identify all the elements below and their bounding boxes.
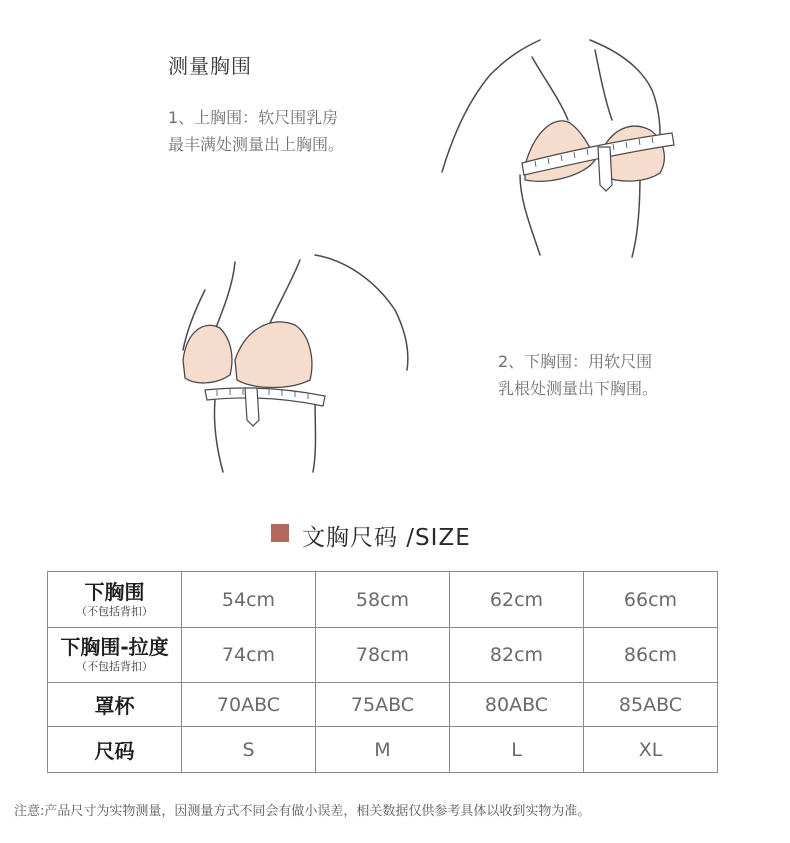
table-row xyxy=(48,683,718,727)
size-section-title: 文胸尺码 /SIZE xyxy=(302,525,471,551)
table-cell: 86cm xyxy=(584,628,718,683)
row-label: 下胸围 xyxy=(84,579,145,604)
table-cell: S xyxy=(182,727,316,773)
table-cell: 62cm xyxy=(450,572,584,628)
under-bust-illustration xyxy=(175,250,415,475)
accent-square-icon xyxy=(271,524,289,542)
step2-line1: 2、下胸围：用软尺围 xyxy=(498,352,653,371)
table-cell: 74cm xyxy=(182,628,316,683)
size-table xyxy=(47,571,718,773)
step1-line2: 最丰满处测量出上胸围。 xyxy=(168,135,345,154)
upper-bust-illustration xyxy=(440,35,680,260)
table-cell: 75ABC xyxy=(316,683,450,727)
row-label-cell xyxy=(48,727,182,773)
table-cell: 70ABC xyxy=(182,683,316,727)
table-cell: M xyxy=(316,727,450,773)
table-row xyxy=(48,727,718,773)
step2-text xyxy=(498,348,658,402)
table-row xyxy=(48,628,718,683)
row-label-cell xyxy=(48,683,182,727)
row-label: 罩杯 xyxy=(94,694,135,718)
size-section-header xyxy=(0,516,790,550)
step1-line1: 1、上胸围：软尺围乳房 xyxy=(168,108,339,127)
row-label: 尺码 xyxy=(94,739,135,763)
table-cell: 85ABC xyxy=(584,683,718,727)
footnote: 注意:产品尺寸为实物测量，因测量方式不同会有做小误差，相关数据仅供参考具体以收到实物为准。 xyxy=(14,804,591,819)
row-sublabel: （不包括背扣） xyxy=(76,604,153,618)
table-cell: XL xyxy=(584,727,718,773)
table-cell: 66cm xyxy=(584,572,718,628)
row-label-cell xyxy=(48,628,182,683)
table-cell: 80ABC xyxy=(450,683,584,727)
table-cell: L xyxy=(450,727,584,773)
table-cell: 82cm xyxy=(450,628,584,683)
step2-line2: 乳根处测量出下胸围。 xyxy=(498,379,659,398)
table-cell: 58cm xyxy=(316,572,450,628)
table-row xyxy=(48,572,718,628)
guide-title: 测量胸围 xyxy=(168,54,252,78)
table-cell: 78cm xyxy=(316,628,450,683)
row-label-cell xyxy=(48,572,182,628)
step1-text xyxy=(168,104,344,158)
row-sublabel: （不包括背扣） xyxy=(76,660,153,673)
table-cell: 54cm xyxy=(182,572,316,628)
row-label: 下胸围-拉度 xyxy=(60,635,169,659)
